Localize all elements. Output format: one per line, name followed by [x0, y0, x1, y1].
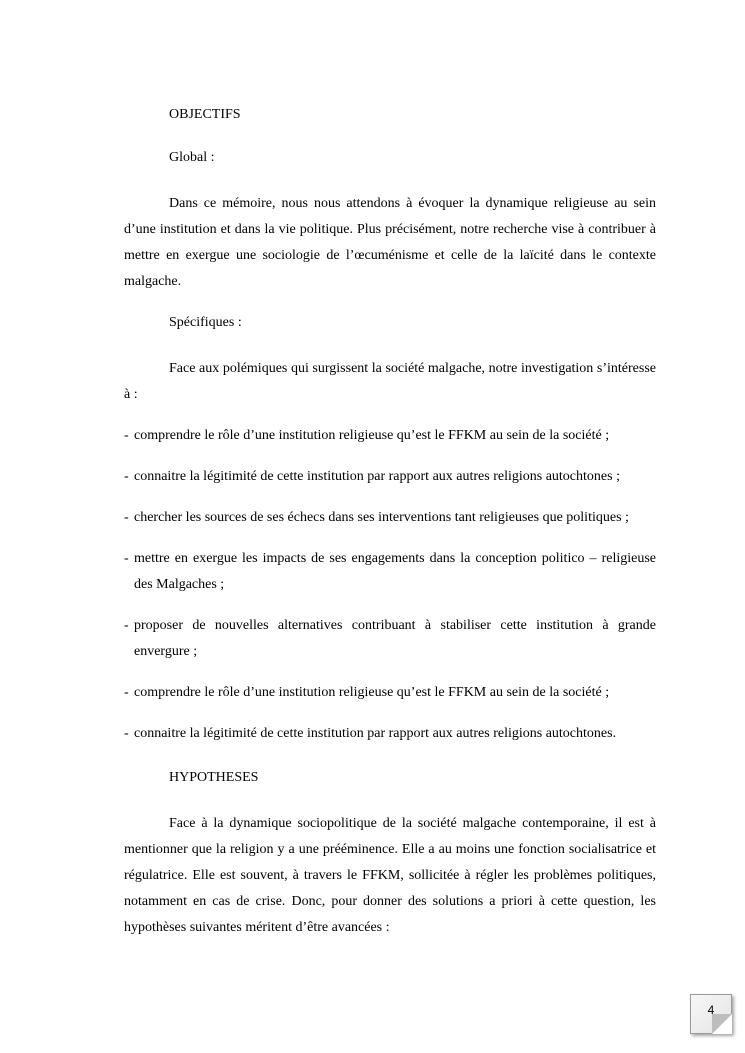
page-number-badge [690, 994, 732, 1034]
list-item [124, 613, 656, 665]
list-item-text: proposer de nouvelles alternatives contribuant à stabiliser cette institution à grande envergure ; [134, 618, 656, 659]
objectives-list [124, 423, 656, 747]
list-marker: - [124, 510, 129, 525]
list-item-text: connaitre la légitimité de cette institution par rapport aux autres religions autochtones ; [134, 469, 620, 484]
list-item [124, 721, 656, 747]
list-item-text: connaitre la légitimité de cette institution par rapport aux autres religions autochtones. [134, 726, 617, 741]
list-item-text: comprendre le rôle d’une institution religieuse qu’est le FFKM au sein de la société ; [134, 685, 610, 700]
hypotheses-paragraph: Face à la dynamique sociopolitique de la société malgache contemporaine, il est à mentionner que la religion y a une prééminence. Elle a au moins une fonction socialisatrice et régulatrice. Elle est souvent, à travers le FFKM, sollicitée à régler les problèmes politiques, notamment en cas de crise. Donc, pour donner des solutions a priori à cette question, les hypothèses suivantes méritent d’être avancées : [124, 816, 656, 935]
list-item [124, 464, 656, 490]
specifiques-intro: Face aux polémiques qui surgissent la société malgache, notre investigation s’intéresse à : [124, 361, 656, 402]
global-heading: Global : [169, 150, 215, 165]
page-content [124, 105, 656, 959]
specifiques-heading: Spécifiques : [169, 315, 242, 330]
list-item [124, 505, 656, 531]
list-item-text: comprendre le rôle d’une institution religieuse qu’est le FFKM au sein de la société ; [134, 428, 610, 443]
hypotheses-heading: HYPOTHESES [169, 770, 259, 785]
list-item [124, 680, 656, 706]
list-marker: - [124, 469, 129, 484]
page-curl-icon [712, 1014, 732, 1034]
list-item [124, 423, 656, 449]
global-paragraph: Dans ce mémoire, nous nous attendons à évoquer la dynamique religieuse au sein d’une institution et dans la vie politique. Plus précisément, notre recherche vise à contribuer à mettre en exergue une sociologie de l’œcuménisme et celle de la laïcité dans le contexte malgache. [124, 196, 656, 289]
list-item-text: mettre en exergue les impacts de ses engagements dans la conception politico – religieuse des Malgaches ; [134, 551, 656, 592]
list-marker: - [124, 685, 129, 700]
list-item-text: chercher les sources de ses échecs dans ses interventions tant religieuses que politiques ; [134, 510, 629, 525]
list-marker: - [124, 618, 129, 633]
list-marker: - [124, 726, 129, 741]
objectifs-heading: OBJECTIFS [169, 107, 241, 122]
page-number: 4 [707, 1003, 715, 1017]
list-marker: - [124, 428, 129, 443]
list-marker: - [124, 551, 129, 566]
list-item [124, 546, 656, 598]
